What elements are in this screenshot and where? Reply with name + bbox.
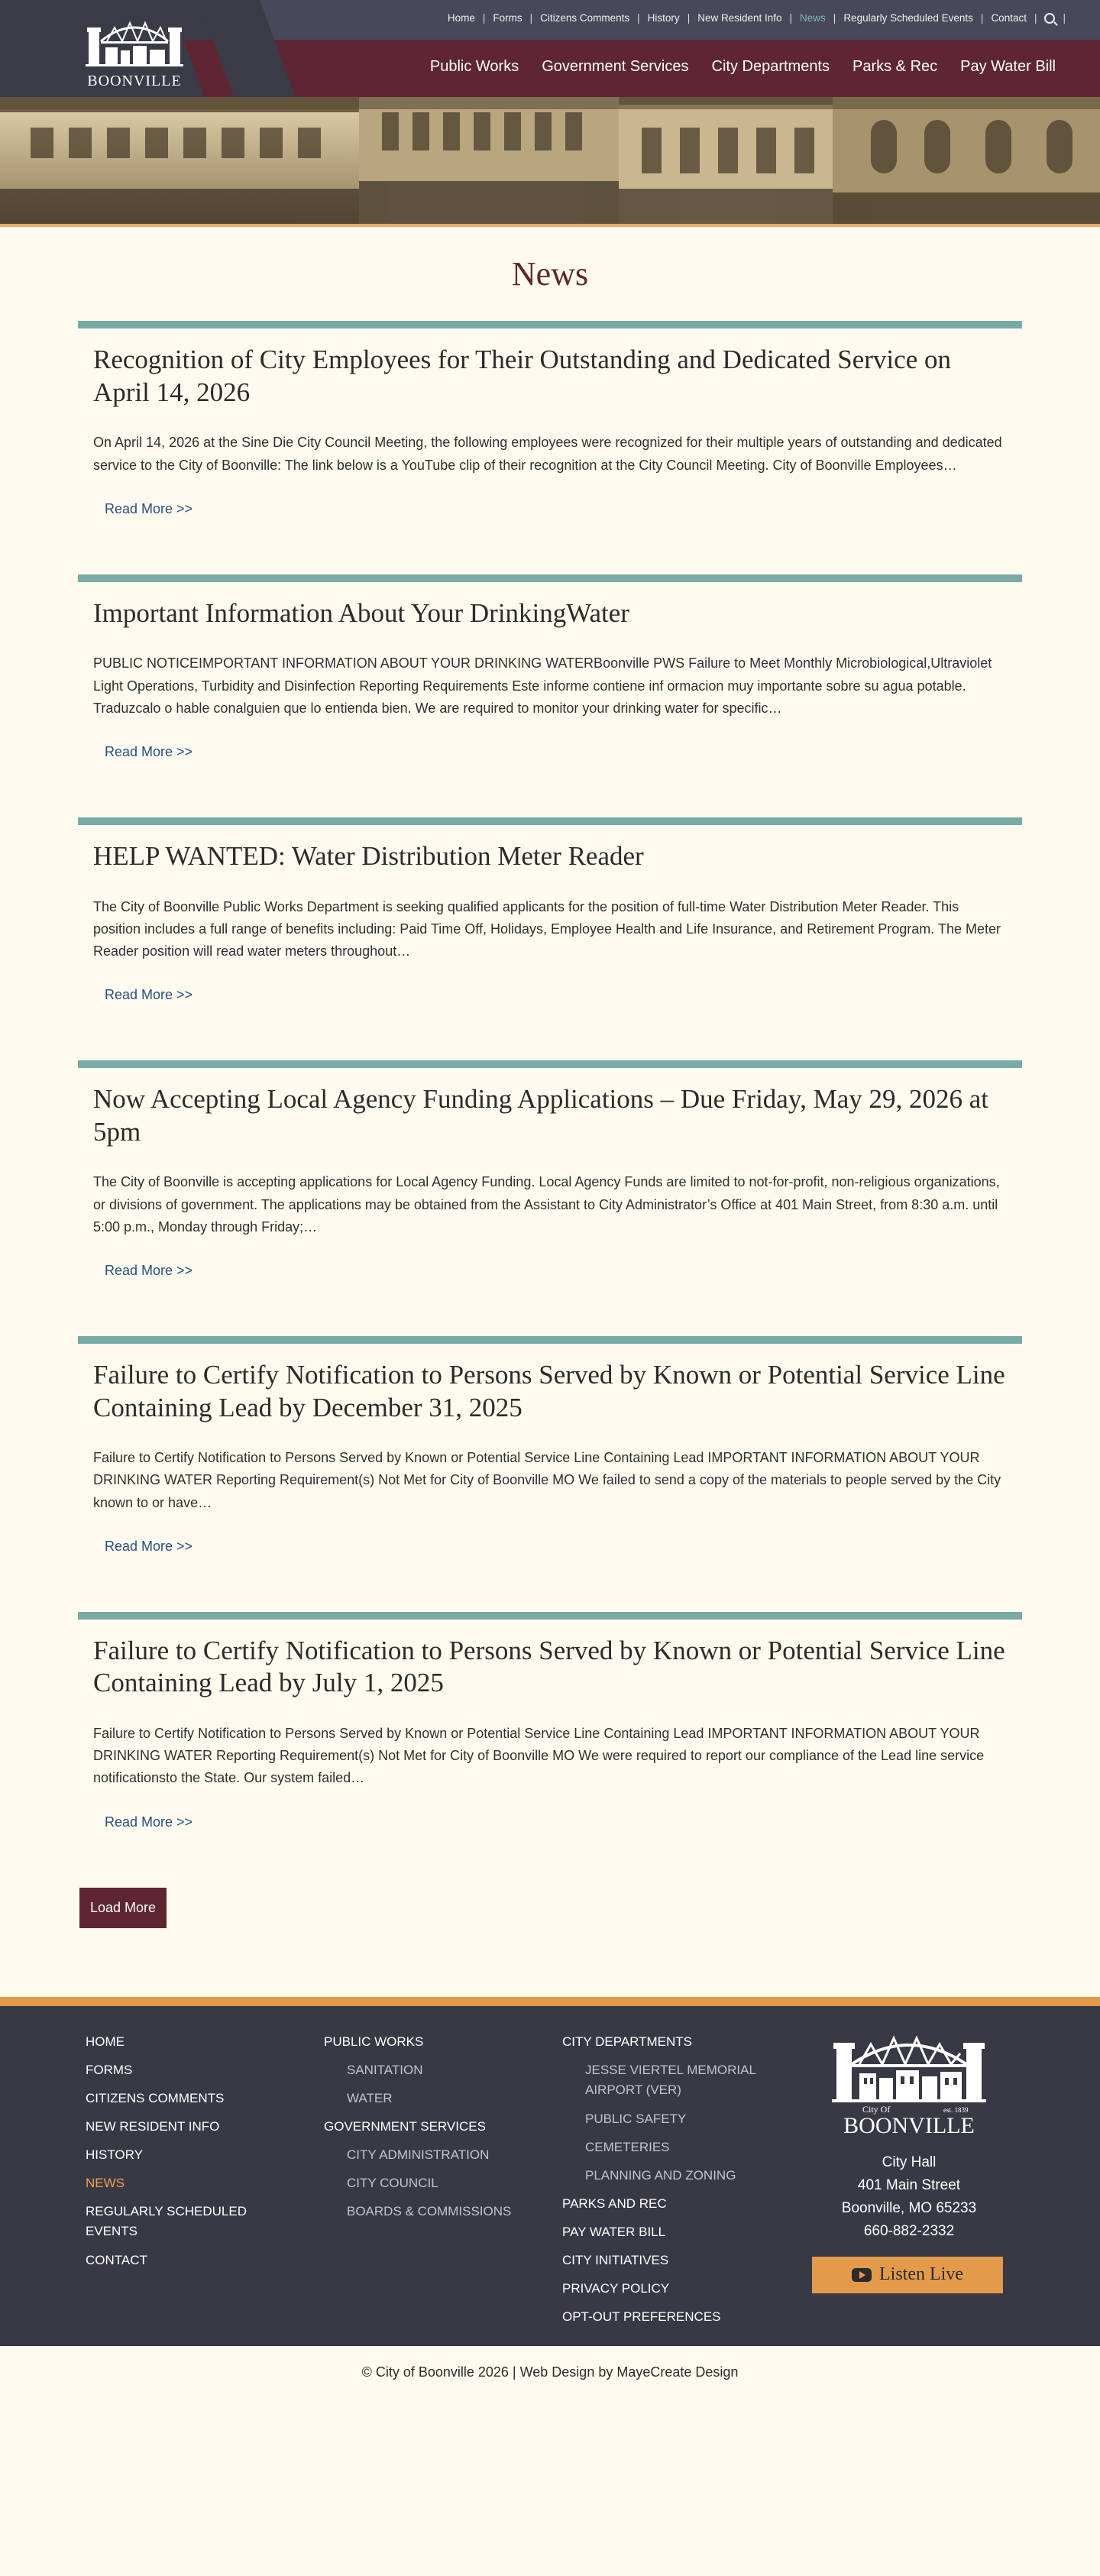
read-more-link[interactable]: Read More >>: [105, 743, 193, 759]
footer-link-public-works[interactable]: PUBLIC WORKS: [324, 2034, 424, 2049]
load-more-button[interactable]: Load More: [79, 1888, 167, 1928]
news-article: [78, 574, 1022, 760]
footer-boonville-logo[interactable]: [829, 2026, 989, 2141]
main-nav-pay-water-bill[interactable]: Pay Water Bill: [960, 58, 1056, 75]
listen-live-button[interactable]: [812, 2257, 1003, 2293]
read-more-link[interactable]: Read More >>: [105, 1262, 193, 1278]
article-title[interactable]: Important Information About Your DrinkingWater: [93, 597, 629, 628]
search-icon[interactable]: [1044, 13, 1055, 24]
article-title[interactable]: Failure to Certify Notification to Persons Served by Known or Potential Service Line Containing Lead by December 31, 2025: [93, 1359, 1005, 1422]
news-article: [78, 1060, 1022, 1279]
utility-nav: Home | Forms | Citizens Comments | History | New Resident Info | News | Regularly Scheduled Events | Contact | |: [440, 12, 1066, 24]
logo-city-of: City Of: [862, 2103, 891, 2115]
footer-link-cemeteries[interactable]: CEMETERIES: [585, 2139, 670, 2154]
footer-link-city-departments[interactable]: CITY DEPARTMENTS: [562, 2034, 693, 2049]
footer-link-regularly-scheduled-events[interactable]: REGULARLY SCHEDULED EVENTS: [86, 2203, 247, 2238]
hero-banner-image: [0, 97, 1100, 227]
footer-nav-column-1: [86, 2027, 254, 2274]
page-title: News: [511, 255, 589, 293]
copyright-text: © City of Boonville 2026 | Web Design by MayeCreate Design: [361, 2364, 739, 2380]
read-more-link[interactable]: Read More >>: [105, 987, 193, 1002]
article-title[interactable]: Failure to Certify Notification to Persons Served by Known or Potential Service Line Containing Lead by July 1, 2025: [93, 1635, 1005, 1698]
youtube-icon: [852, 2268, 872, 2282]
contact-street: 401 Main Street: [857, 2176, 961, 2193]
util-nav-citizens-comments[interactable]: Citizens Comments: [540, 12, 630, 24]
site-footer: [0, 1997, 1100, 2346]
read-more-link[interactable]: Read More >>: [105, 1814, 193, 1830]
article-title[interactable]: HELP WANTED: Water Distribution Meter Reader: [93, 840, 644, 871]
bridge-skyline-icon: [84, 8, 185, 72]
logo-est-year: est. 1839: [943, 2105, 969, 2114]
footer-link-city-initiatives[interactable]: CITY INITIATIVES: [562, 2252, 669, 2267]
footer-link-contact[interactable]: CONTACT: [86, 2252, 147, 2267]
footer-link-boards-commissions[interactable]: BOARDS & COMMISSIONS: [347, 2203, 512, 2218]
contact-name: City Hall: [882, 2154, 937, 2170]
footer-link-citizens-comments[interactable]: CITIZENS COMMENTS: [86, 2090, 225, 2105]
article-excerpt: PUBLIC NOTICEIMPORTANT INFORMATION ABOUT YOUR DRINKING WATERBoonville PWS Failure to Meet Monthly Microbiological,Ultraviolet Light Operations, Turbidity and Disinfection Reporting Requirements Este informe contiene inf ormacion muy importante sobre su agua potable. Traduzcalo o hable conalguien que lo entienda bien. We are required to monitor your drinking water for specific…: [93, 655, 992, 716]
bridge-skyline-icon: [829, 2026, 989, 2141]
logo-wordmark: BOONVILLE: [87, 73, 182, 89]
logo-wordmark: BOONVILLE: [843, 2112, 975, 2138]
main-nav: [430, 58, 1056, 76]
contact-city: Boonville, MO 65233: [841, 2199, 977, 2216]
article-excerpt: The City of Boonville is accepting applications for Local Agency Funding. Local Agency Funds are limited to not-for-profit, non-religious organizations, or divisions of government. The applications may be obtained from the Assistant to City Administrator’s Office at 401 Main Street, from 8:30 a.m. until 5:00 p.m., Monday through Friday;…: [93, 1174, 1000, 1235]
footer-link-forms[interactable]: FORMS: [86, 2062, 133, 2077]
util-nav-contact[interactable]: Contact: [991, 12, 1027, 24]
footer-link-city-administration[interactable]: CITY ADMINISTRATION: [347, 2147, 490, 2162]
news-article: [78, 817, 1022, 1003]
main-nav-city-departments[interactable]: City Departments: [711, 58, 830, 75]
footer-link-new-resident-info[interactable]: NEW RESIDENT INFO: [86, 2118, 220, 2134]
footer-link-opt-out-preferences[interactable]: OPT-OUT PREFERENCES: [562, 2309, 721, 2324]
main-nav-parks-rec[interactable]: Parks & Rec: [852, 58, 938, 75]
article-excerpt: The City of Boonville Public Works Department is seeking qualified applicants for the position of full-time Water Distribution Meter Reader. This position includes a full range of benefits including: Paid Time Off, Holidays, Employee Health and Life Insurance, and Retirement Program. The Meter Reader position will read water meters throughout…: [93, 898, 1001, 959]
footer-link-parks-rec[interactable]: PARKS AND REC: [562, 2196, 667, 2211]
listen-live-label: Listen Live: [879, 2264, 963, 2285]
footer-link-home[interactable]: HOME: [86, 2034, 125, 2049]
main-nav-public-works[interactable]: Public Works: [429, 58, 519, 75]
util-nav-new-resident-info[interactable]: New Resident Info: [697, 12, 782, 24]
util-nav-forms[interactable]: Forms: [493, 12, 522, 24]
boonville-logo[interactable]: [84, 8, 185, 90]
article-excerpt: Failure to Certify Notification to Persons Served by Known or Potential Service Line Containing Lead IMPORTANT INFORMATION ABOUT YOUR DRINKING WATER Reporting Requirement(s) Not Met for City of Boonville MO We failed to send a copy of the materials to people served by the City known to or have…: [93, 1450, 1001, 1510]
article-title[interactable]: Now Accepting Local Agency Funding Applications – Due Friday, May 29, 2026 at 5pm: [93, 1084, 988, 1147]
main-nav-government-services[interactable]: Government Services: [542, 58, 689, 75]
footer-link-privacy-policy[interactable]: PRIVACY POLICY: [562, 2280, 670, 2296]
footer-link-public-safety[interactable]: PUBLIC SAFETY: [585, 2111, 687, 2126]
footer-link-sanitation[interactable]: SANITATION: [347, 2062, 423, 2077]
footer-link-airport[interactable]: JESSE VIERTEL MEMORIAL AIRPORT (VER): [585, 2062, 756, 2097]
news-article: [78, 1336, 1022, 1555]
news-article: [78, 321, 1022, 517]
contact-phone[interactable]: 660-882-2332: [863, 2222, 955, 2239]
footer-link-planning-zoning[interactable]: PLANNING AND ZONING: [585, 2167, 736, 2183]
footer-link-news[interactable]: NEWS: [86, 2175, 125, 2190]
footer-link-history[interactable]: HISTORY: [86, 2147, 143, 2162]
read-more-link[interactable]: Read More >>: [105, 500, 193, 516]
footer-link-pay-water-bill[interactable]: PAY WATER BILL: [562, 2224, 666, 2239]
news-content: [0, 227, 1100, 1997]
read-more-link[interactable]: Read More >>: [105, 1538, 193, 1554]
news-article: [78, 1612, 1022, 1830]
city-hall-contact: [810, 2151, 1008, 2243]
historic-storefronts-image: [0, 97, 1100, 227]
footer-nav-column-3: [562, 2027, 776, 2331]
footer-link-government-services[interactable]: GOVERNMENT SERVICES: [324, 2118, 486, 2134]
footer-nav-column-2: [324, 2027, 511, 2225]
copyright-bar: [0, 2346, 1100, 2400]
util-nav-news[interactable]: News: [800, 12, 826, 24]
article-excerpt: On April 14, 2026 at the Sine Die City Council Meeting, the following employees were recognized for their multiple years of outstanding and dedicated service to the City of Boonville: The link below is a YouTube clip of their recognition at the City Council Meeting. City of Boonville Employees…: [93, 435, 1002, 473]
util-nav-home[interactable]: Home: [447, 12, 475, 24]
util-nav-history[interactable]: History: [647, 12, 680, 24]
site-header: [0, 0, 1100, 97]
util-nav-regularly-scheduled-events[interactable]: Regularly Scheduled Events: [843, 12, 973, 24]
article-title[interactable]: Recognition of City Employees for Their Outstanding and Dedicated Service on April 14, 2026: [93, 345, 951, 407]
footer-link-water[interactable]: WATER: [347, 2090, 393, 2105]
article-excerpt: Failure to Certify Notification to Persons Served by Known or Potential Service Line Containing Lead IMPORTANT INFORMATION ABOUT YOUR DRINKING WATER Reporting Requirement(s) Not Met for City of Boonville MO We were required to report our compliance of the Lead line service notificationsto the State. Our system failed…: [93, 1726, 985, 1786]
footer-link-city-council[interactable]: CITY COUNCIL: [347, 2175, 438, 2190]
